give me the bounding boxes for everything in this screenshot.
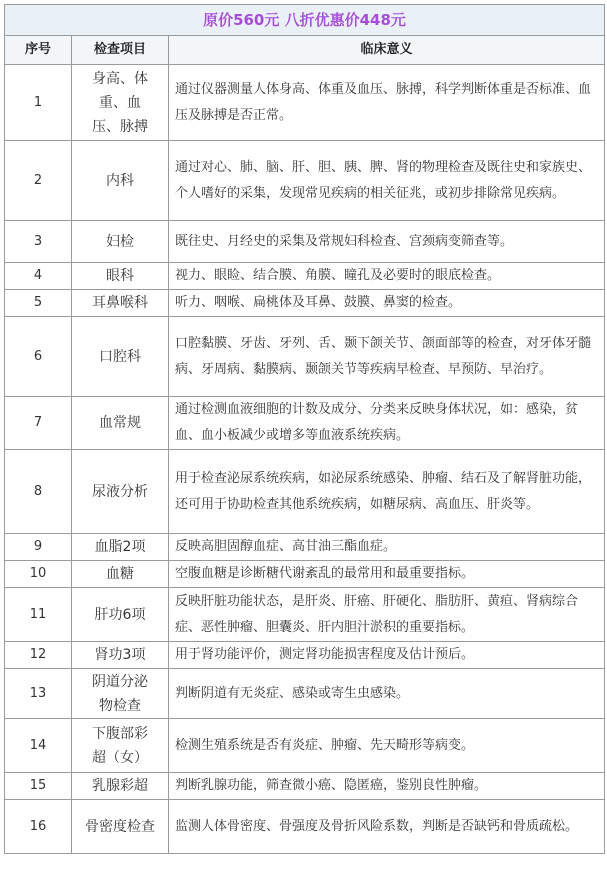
row-number: 13 — [5, 669, 72, 719]
clinical-meaning: 视力、眼睑、结合膜、角膜、瞳孔及必要时的眼底检查。 — [169, 263, 605, 290]
table-row — [5, 642, 605, 669]
header-meaning: 临床意义 — [169, 36, 605, 65]
checkup-table — [4, 4, 605, 854]
check-item: 尿液分析 — [92, 483, 148, 500]
table-row — [5, 397, 605, 450]
clinical-meaning: 通过对心、肺、脑、肝、胆、胰、脾、肾的物理检查及既往史和家族史、个人嗜好的采集，发现常见疾病的相关征兆，或初步排除常见疾病。 — [169, 141, 605, 221]
check-item: 乳腺彩超 — [92, 778, 148, 794]
row-number: 14 — [5, 719, 72, 773]
clinical-meaning: 空腹血糖是诊断糖代谢紊乱的最常用和最重要指标。 — [169, 561, 605, 588]
check-item: 血脂2项 — [94, 539, 146, 555]
clinical-meaning: 判断阴道有无炎症、感染或寄生虫感染。 — [169, 669, 605, 719]
row-number: 16 — [5, 800, 72, 854]
check-item: 血常规 — [99, 415, 141, 431]
clinical-meaning: 反映高胆固醇血症、高甘油三酯血症。 — [169, 534, 605, 561]
row-number: 4 — [5, 263, 72, 290]
clinical-meaning: 检测生殖系统是否有炎症、肿瘤、先天畸形等病变。 — [169, 719, 605, 773]
table-row — [5, 669, 605, 719]
check-item: 身高、体重、血压、脉搏 — [92, 70, 148, 135]
check-item: 眼科 — [106, 268, 134, 284]
check-item: 下腹部彩超（女） — [92, 725, 148, 766]
table-row — [5, 588, 605, 642]
table-row — [5, 221, 605, 263]
check-item: 肾功3项 — [94, 647, 146, 663]
row-number: 8 — [5, 450, 72, 534]
clinical-meaning: 监测人体骨密度、骨强度及骨折风险系数，判断是否缺钙和骨质疏松。 — [169, 800, 605, 854]
row-number: 3 — [5, 221, 72, 263]
check-item: 肝功6项 — [94, 606, 146, 623]
clinical-meaning: 既往史、月经史的采集及常规妇科检查、宫颈病变筛查等。 — [169, 221, 605, 263]
header-no: 序号 — [5, 36, 72, 65]
check-item: 血糖 — [106, 566, 134, 582]
clinical-meaning: 用于检查泌尿系统疾病，如泌尿系统感染、肿瘤、结石及了解肾脏功能，还可用于协助检查其他系统疾病，如糖尿病、高血压、肝炎等。 — [169, 450, 605, 534]
row-number: 1 — [5, 65, 72, 141]
table-row — [5, 719, 605, 773]
table-row — [5, 263, 605, 290]
check-item: 内科 — [106, 172, 134, 189]
table-row — [5, 65, 605, 141]
table-row — [5, 800, 605, 854]
check-item: 耳鼻喉科 — [92, 295, 148, 311]
row-number: 15 — [5, 773, 72, 800]
row-number: 11 — [5, 588, 72, 642]
clinical-meaning: 判断乳腺功能，筛查微小癌、隐匿癌，鉴别良性肿瘤。 — [169, 773, 605, 800]
check-item: 骨密度检查 — [85, 818, 155, 835]
row-number: 9 — [5, 534, 72, 561]
table-row — [5, 534, 605, 561]
row-number: 7 — [5, 397, 72, 450]
clinical-meaning: 通过检测血液细胞的计数及成分、分类来反映身体状况，如：感染，贫血、血小板减少或增多等血液系统疾病。 — [169, 397, 605, 450]
row-number: 10 — [5, 561, 72, 588]
table-row — [5, 317, 605, 397]
table-row — [5, 141, 605, 221]
check-item: 阴道分泌物检查 — [92, 673, 148, 714]
clinical-meaning: 通过仪器测量人体身高、体重及血压、脉搏，科学判断体重是否标准、血压及脉搏是否正常。 — [169, 65, 605, 141]
check-item: 妇检 — [106, 233, 134, 250]
clinical-meaning: 用于肾功能评价，测定肾功能损害程度及估计预后。 — [169, 642, 605, 669]
table-row — [5, 561, 605, 588]
row-number: 12 — [5, 642, 72, 669]
table-row — [5, 450, 605, 534]
row-number: 5 — [5, 290, 72, 317]
price-title: 原价560元 八折优惠价448元 — [5, 5, 605, 36]
table-row — [5, 773, 605, 800]
clinical-meaning: 反映肝脏功能状态，是肝炎、肝癌、肝硬化、脂肪肝、黄疸、肾病综合症、恶性肿瘤、胆囊炎、肝内胆汁淤积的重要指标。 — [169, 588, 605, 642]
row-number: 2 — [5, 141, 72, 221]
row-number: 6 — [5, 317, 72, 397]
clinical-meaning: 口腔黏膜、牙齿、牙列、舌、颞下颌关节、颌面部等的检查，对牙体牙髓病、牙周病、黏膜病、颞颌关节等疾病早检查、早预防、早治疗。 — [169, 317, 605, 397]
clinical-meaning: 听力、咽喉、扁桃体及耳鼻、鼓膜、鼻窦的检查。 — [169, 290, 605, 317]
header-item: 检查项目 — [72, 36, 169, 65]
check-item: 口腔科 — [99, 348, 141, 365]
table-row — [5, 290, 605, 317]
